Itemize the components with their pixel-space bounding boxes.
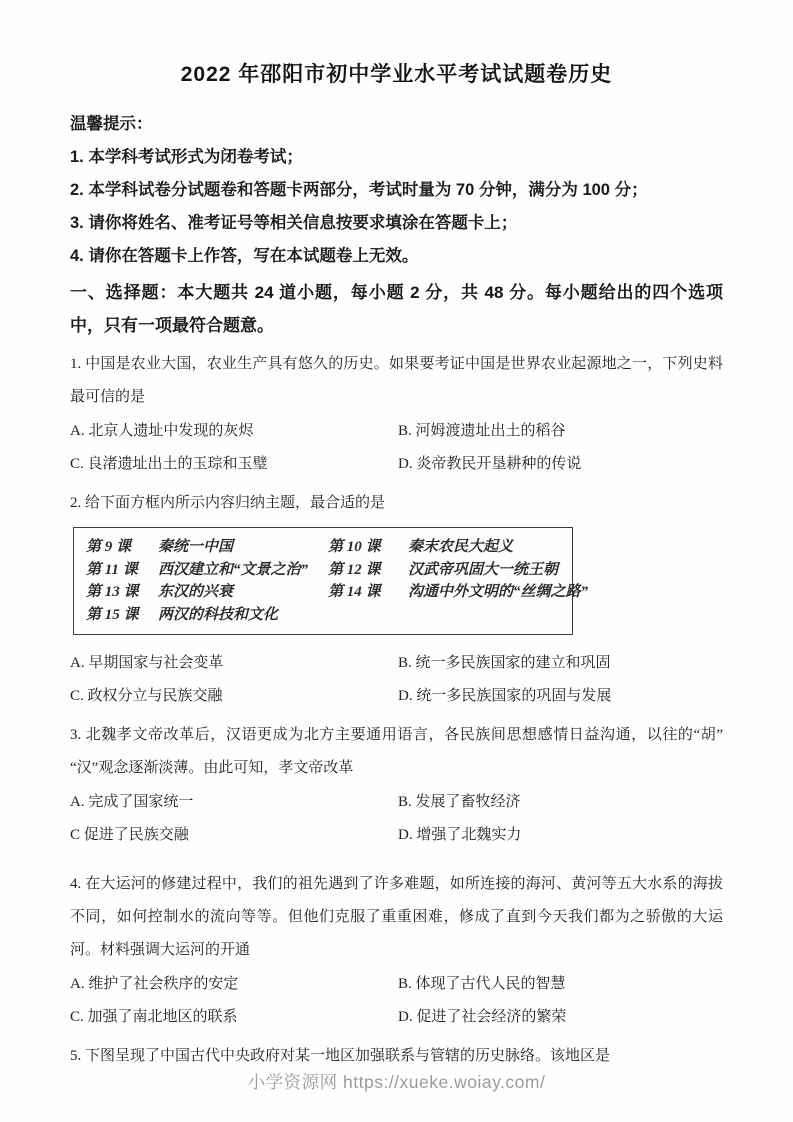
question-4-stem: 4. 在大运河的修建过程中，我们的祖先遇到了许多难题，如所连接的海河、黄河等五大水系的海拔不同，如何控制水的流向等等。但他们克服了重重困难，修成了直到今天我们都为之骄傲的大运河。材料强调大运河的开通 [70, 876, 723, 958]
lesson-box-row [86, 581, 589, 604]
lesson-number: 第 13 课 [86, 584, 139, 600]
question-4-options [70, 968, 723, 1034]
lesson-title: 沟通中外文明的“丝绸之路” [408, 584, 589, 600]
lesson-number [328, 604, 408, 627]
lesson-box-row [86, 559, 564, 582]
notice-item-3: 3. 请你将姓名、准考证号等相关信息按要求填涂在答题卡上； [70, 214, 518, 232]
lesson-title: 西汉建立和“文景之治” [158, 561, 309, 578]
question-3-option-c: C 促进了民族交融 [70, 827, 189, 843]
notice-item-2: 2. 本学科试卷分试题卷和答题卡两部分，考试时量为 70 分钟，满分为 100 分； [70, 181, 648, 199]
question-1-option-b: B. 河姆渡遗址出土的稻谷 [398, 423, 566, 439]
lesson-number: 第 9 课 [86, 539, 132, 555]
lesson-box-row [86, 536, 564, 559]
question-1-stem: 1. 中国是农业大国，农业生产具有悠久的历史。如果要考证中国是世界农业起源地之一，下列史料最可信的是 [70, 356, 723, 405]
question-2-option-b: B. 统一多民族国家的建立和巩固 [398, 655, 611, 671]
lesson-title: 汉武帝巩固大一统王朝 [408, 561, 559, 578]
question-2-options [70, 647, 723, 713]
lesson-title [408, 604, 564, 627]
question-1-option-d: D. 炎帝教民开垦耕种的传说 [398, 456, 582, 472]
question-1-option-a: A. 北京人遗址中发现的灰烬 [70, 423, 254, 439]
notice-block [70, 108, 723, 273]
question-4 [70, 868, 723, 1034]
lesson-title: 东汉的兴衰 [158, 584, 234, 600]
question-5-stem: 5. 下图呈现了中国古代中央政府对某一地区加强联系与管辖的历史脉络。该地区是 [70, 1048, 611, 1064]
notice-item-4: 4. 请你在答题卡上作答，写在本试题卷上无效。 [70, 247, 419, 265]
lesson-title: 秦末农民大起义 [408, 539, 514, 555]
question-1 [70, 348, 723, 481]
question-3-option-b: B. 发展了畜牧经济 [398, 794, 521, 810]
question-2-stem: 2. 给下面方框内所示内容归纳主题，最合适的是 [70, 495, 386, 511]
question-4-option-d: D. 促进了社会经济的繁荣 [398, 1009, 567, 1025]
lesson-number: 第 11 课 [86, 561, 138, 578]
question-3-options [70, 786, 723, 852]
lesson-number: 第 14 课 [328, 584, 381, 600]
question-4-option-b: B. 体现了古代人民的智慧 [398, 976, 566, 992]
notice-item-1: 1. 本学科考试形式为闭卷考试； [70, 148, 303, 166]
question-2 [70, 487, 723, 713]
question-4-option-a: A. 维护了社会秩序的安定 [70, 976, 239, 992]
question-3-option-a: A. 完成了国家统一 [70, 794, 194, 810]
question-1-options [70, 415, 723, 481]
question-3-stem: 3. 北魏孝文帝改革后，汉语更成为北方主要通用语言，各民族间思想感情日益沟通，以往的“胡”“汉”观念逐渐淡薄。由此可知，孝文帝改革 [70, 727, 723, 776]
section-heading: 一、选择题：本大题共 24 道小题，每小题 2 分，共 48 分。每小题给出的四个选项中，只有一项最符合题意。 [70, 283, 723, 335]
question-3 [70, 719, 723, 852]
lesson-box-row [86, 604, 564, 627]
question-3-option-d: D. 增强了北魏实力 [398, 827, 522, 843]
question-2-option-d: D. 统一多民族国家的巩固与发展 [398, 688, 612, 704]
watermark-footer: 小学资源网 https://xueke.woiay.com/ [247, 1072, 546, 1092]
question-4-option-c: C. 加强了南北地区的联系 [70, 1009, 238, 1025]
lesson-number: 第 12 课 [328, 561, 381, 578]
question-1-option-c: C. 良渚遗址出土的玉琮和玉璧 [70, 456, 268, 472]
lesson-title: 秦统一中国 [158, 539, 234, 555]
question-2-option-a: A. 早期国家与社会变革 [70, 655, 224, 671]
lesson-number: 第 15 课 [86, 606, 139, 623]
lesson-title: 两汉的科技和文化 [158, 606, 279, 623]
page-title: 2022 年邵阳市初中学业水平考试试题卷历史 [180, 63, 613, 86]
lesson-box [73, 527, 589, 635]
question-2-option-c: C. 政权分立与民族交融 [70, 688, 223, 704]
lesson-number: 第 10 课 [328, 539, 381, 555]
notice-heading: 温馨提示： [70, 115, 153, 133]
